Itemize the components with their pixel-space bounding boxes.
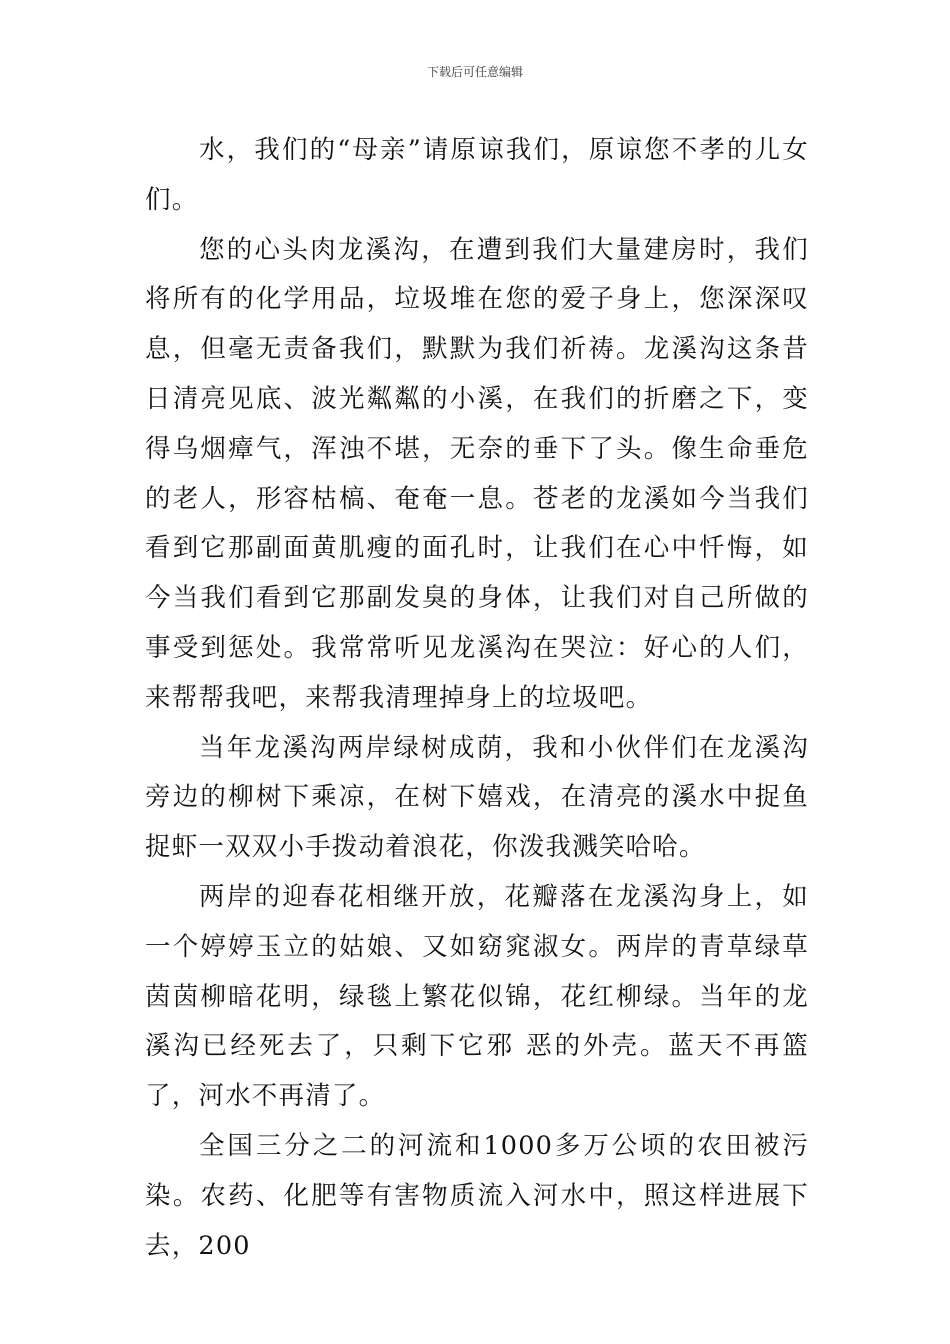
paragraph-3: 当年龙溪沟两岸绿树成荫，我和小伙伴们在龙溪沟旁边的柳树下乘凉，在树下嬉戏，在清亮的溪水中捉鱼捉虾一双双小手拨动着浪花，你泼我溅笑哈哈。 bbox=[145, 732, 809, 863]
paragraph-1: 水，我们的“母亲”请原谅我们，原谅您不孝的儿女们。 bbox=[145, 135, 809, 215]
paragraph-4: 两岸的迎春花相继开放，花瓣落在龙溪沟身上，如一个婷婷玉立的姑娘、又如窈窕淑女。两岸的青草绿草茵茵柳暗花明，绿毯上繁花似锦，花红柳绿。当年的龙溪沟已经死去了，只剩下它邪 恶的外壳。蓝天不再篮了，河水不再清了。 bbox=[145, 881, 809, 1112]
paragraph-2: 您的心头肉龙溪沟，在遭到我们大量建房时，我们将所有的化学用品，垃圾堆在您的爱子身上，您深深叹息，但毫无责备我们，默默为我们祈祷。龙溪沟这条昔日清亮见底、波光粼粼的小溪，在我们的折磨之下，变得乌烟瘴气，浑浊不堪，无奈的垂下了头。像生命垂危的老人，形容枯槁、奄奄一息。苍老的龙溪如今当我们看到它那副面黄肌瘦的面孔时，让我们在心中忏悔，如今当我们看到它那副发臭的身体，让我们对自己所做的事受到惩处。我常常听见龙溪沟在哭泣：好心的人们，来帮帮我吧，来帮我清理掉身上的垃圾吧。 bbox=[145, 234, 809, 713]
paragraph-5: 全国三分之二的河流和1000多万公顷的农田被污染。农药、化肥等有害物质流入河水中，照这样进展下去，200 bbox=[145, 1130, 809, 1261]
document-body bbox=[145, 126, 809, 1271]
page-header-note: 下载后可任意编辑 bbox=[426, 65, 523, 79]
